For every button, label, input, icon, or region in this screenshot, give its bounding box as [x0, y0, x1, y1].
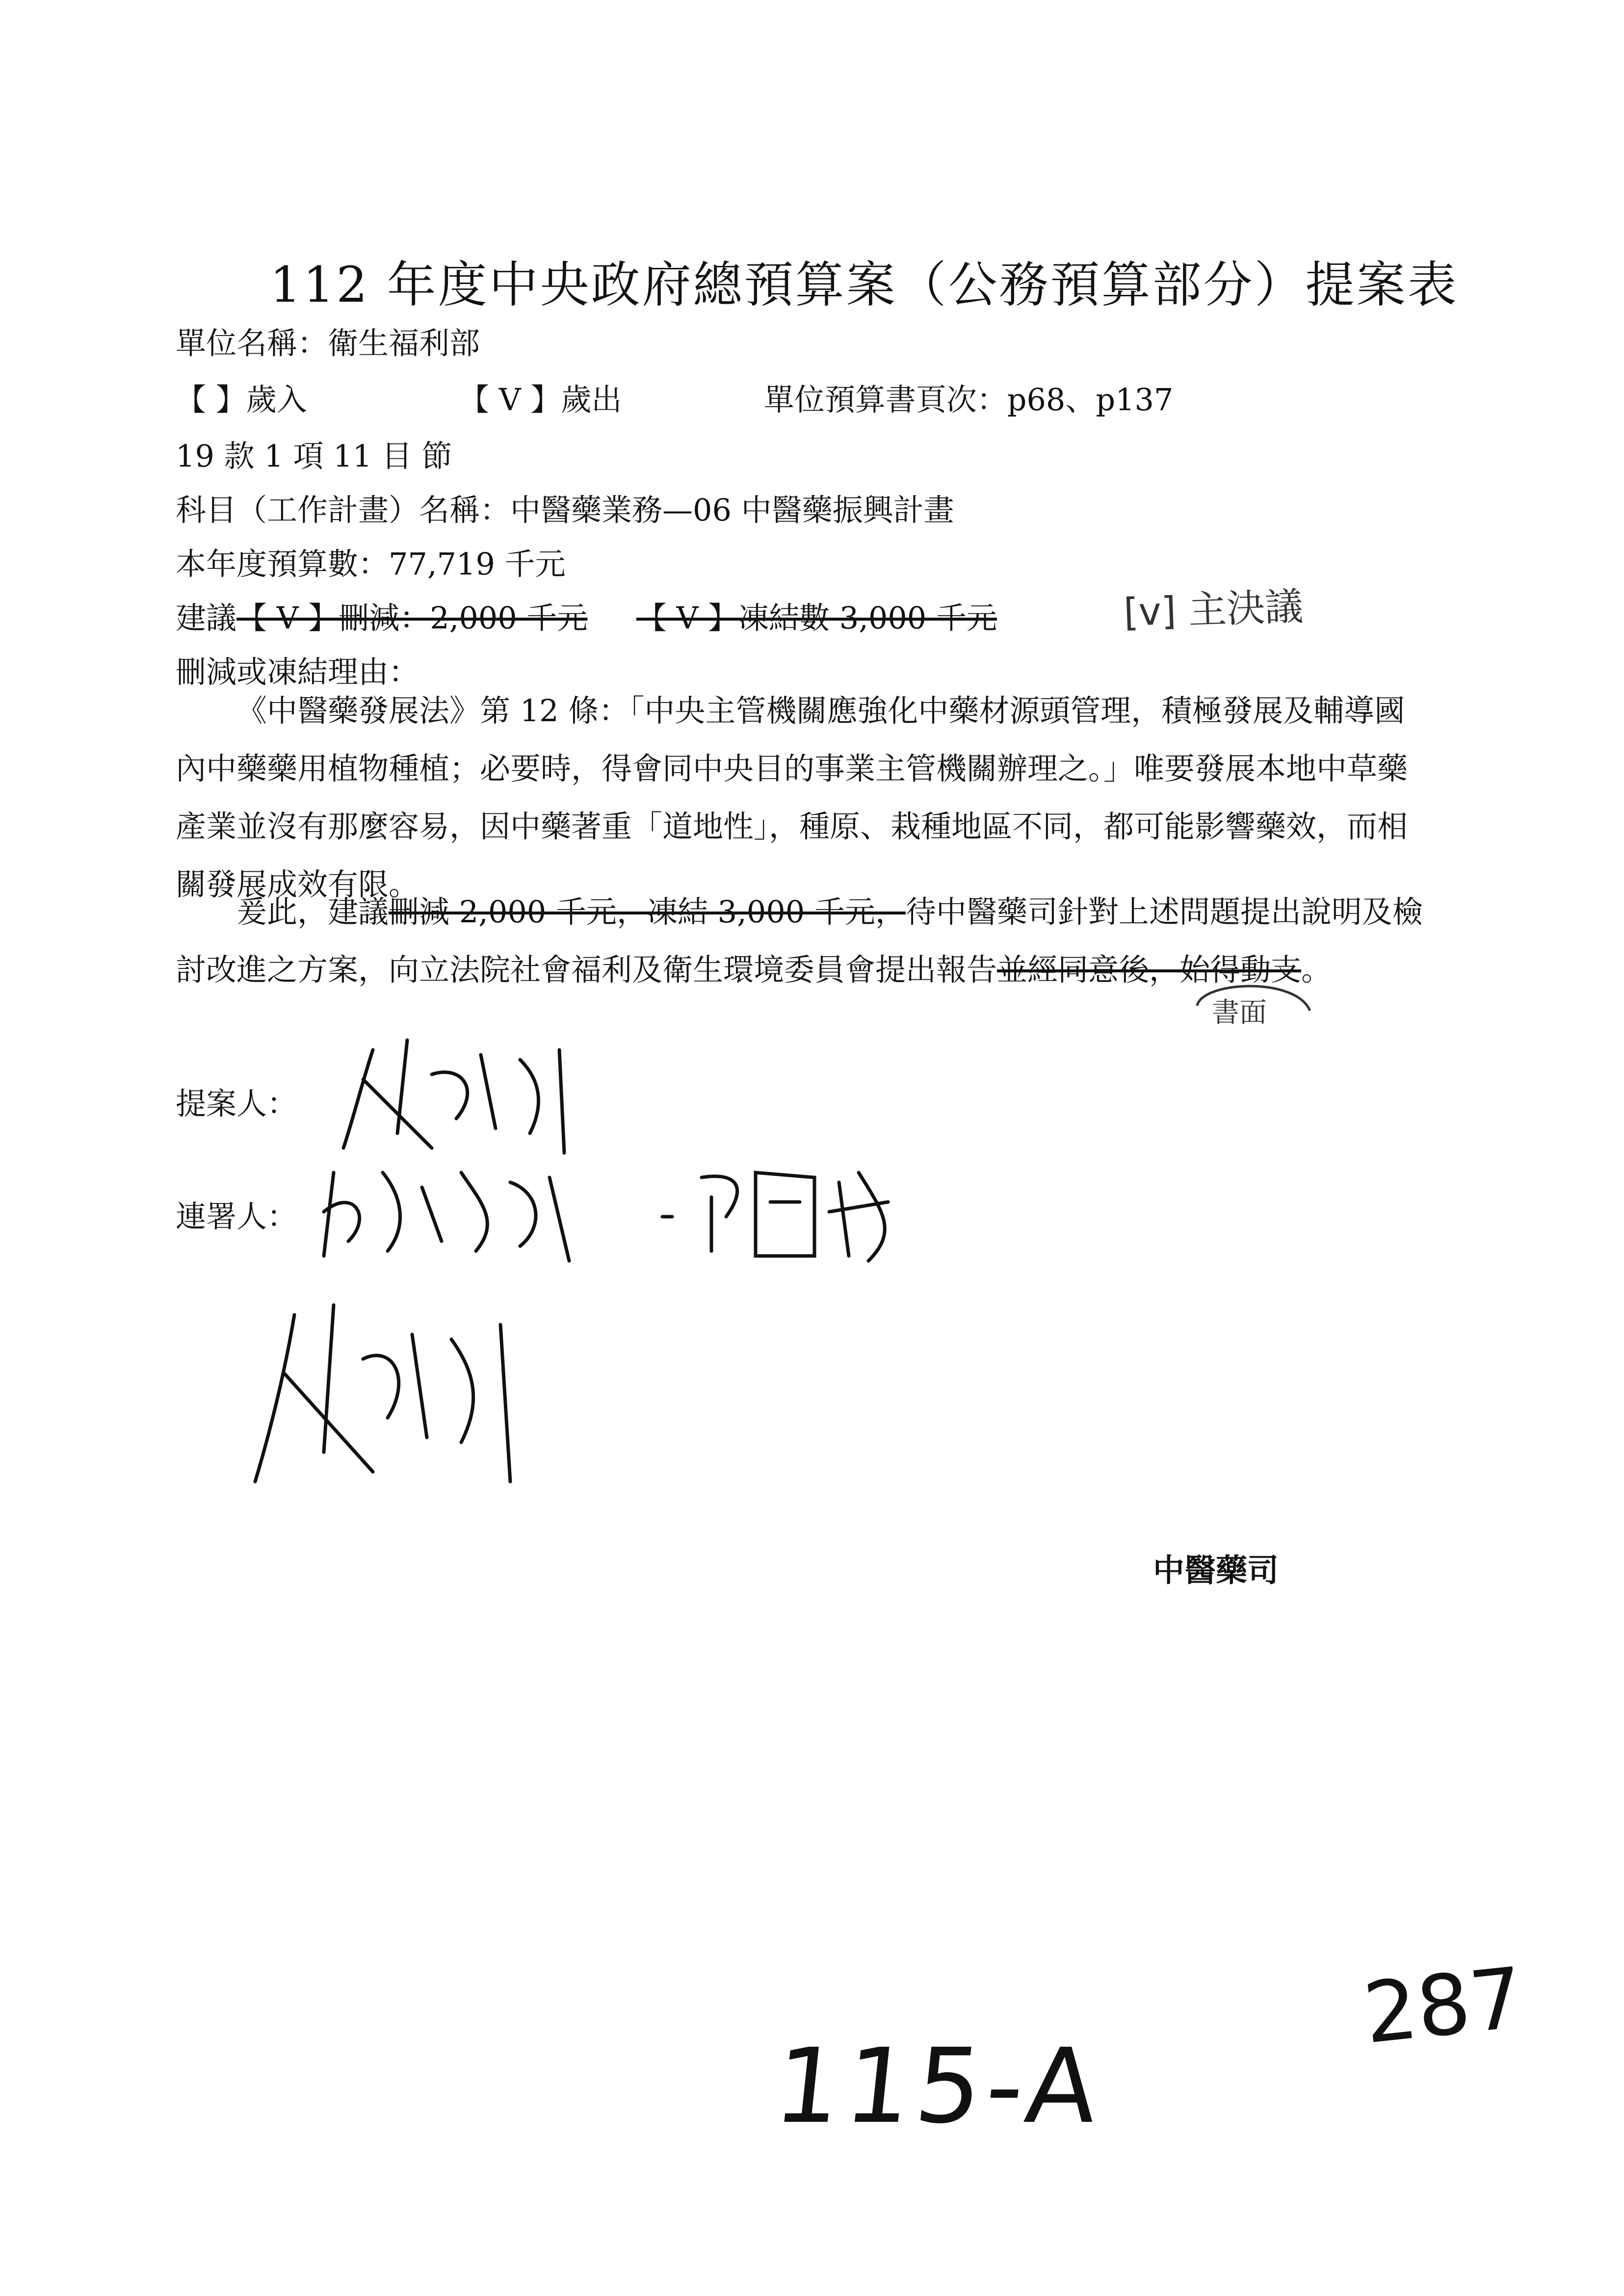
unit-name: 單位名稱：衛生福利部	[176, 325, 480, 361]
subject-name: 科目（工作計畫）名稱：中醫藥業務—06 中醫藥振興計畫	[176, 492, 954, 528]
reason-heading: 刪減或凍結理由：	[176, 654, 419, 690]
para2-main: 待中醫藥司針對上述問題提出說明及檢討改進之方案，向立法院社會福利及衛生環境委員會提出報告	[176, 894, 1423, 988]
document-number: 115-A	[769, 2026, 1108, 2146]
proposal-prefix: 建議	[176, 600, 237, 636]
budget-amount: 本年度預算數：77,719 千元	[176, 546, 566, 582]
page-number: 287	[1359, 1949, 1528, 2063]
proposer-label: 提案人：	[176, 1086, 298, 1122]
bureau-name: 中醫藥司	[1153, 1552, 1279, 1589]
proposal-cut-struck: 【 V 】刪減：2,000 千元	[236, 600, 588, 636]
revenue-expenditure-row	[176, 375, 1451, 419]
revenue-checkbox: 【 】歲入	[176, 382, 307, 417]
para2-cut-struck: 刪減 2,000 千元，凍結 3,000 千元，	[389, 894, 906, 930]
expenditure-checkbox: 【 V 】歲出	[459, 382, 622, 417]
para2-end: 。	[1301, 952, 1332, 988]
para2-lead: 爰此，	[236, 894, 328, 930]
cosigner-label: 連署人：	[176, 1199, 298, 1234]
proposal-row	[176, 594, 997, 637]
proposal-freeze-struck: 【 V 】凍結數 3,000 千元	[636, 600, 997, 636]
resolution-handwritten-mark: [v] 主決議	[1123, 584, 1304, 635]
para2-suggest: 建議	[328, 894, 389, 930]
budget-page-reference: 單位預算書頁次：p68、p137	[763, 382, 1174, 417]
written-note-bracket	[1187, 976, 1315, 1035]
item-line: 19 款 1 項 11 目 節	[176, 438, 452, 474]
written-note-handwritten: 書面	[1212, 997, 1267, 1029]
reason-paragraph-1: 《中醫藥發展法》第 12 條：「中央主管機關應強化中藥材源頭管理，積極發展及輔導國內中藥藥用植物種植；必要時，得會同中央目的事業主管機關辦理之。」唯要發展本地中草藥產業並沒有那麼容易，因中藥著重「道地性」，種原、栽種地區不同，都可能影響藥效，而相關發展成效有限。	[176, 693, 1408, 902]
cosigner-signature-1	[314, 1143, 657, 1271]
form-title: 112 年度中央政府總預算案（公務預算部分）提案表	[270, 256, 1459, 313]
proposer-signature-repeat	[245, 1285, 550, 1491]
cosigner-signature-2	[653, 1143, 927, 1271]
para2-approval-struck: 並經同意後，始得動支	[997, 952, 1302, 988]
